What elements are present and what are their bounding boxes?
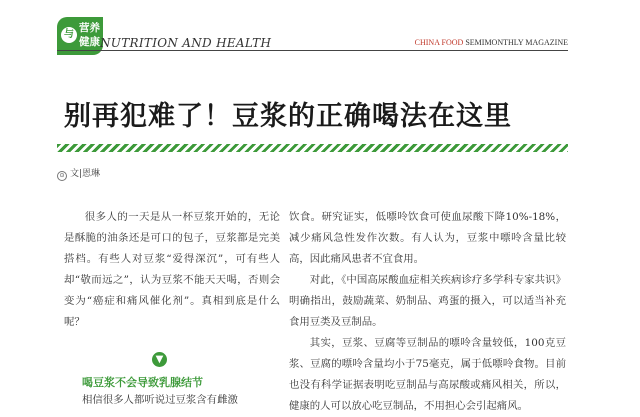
section-badge-text: 营养健康 bbox=[79, 22, 100, 48]
section-paragraph-start: 相信很多人都听说过豆浆含有雌激 bbox=[82, 394, 238, 406]
article-column-2 bbox=[289, 207, 566, 417]
paragraph: 饮食。研究证实，低嘌呤饮食可使血尿酸下降10%-18%，减少痛风急性发作次数。有人认为，豆浆中嘌呤含量比较高，因此痛风患者不宜食用。 bbox=[289, 211, 566, 265]
paragraph: 对此，《中国高尿酸血症相关疾病诊疗多学科专家共识》明确指出，鼓励蔬菜、奶制品、鸡蛋的摄入，可以适当补充食用豆类及豆制品。 bbox=[289, 274, 566, 328]
magazine-name bbox=[415, 38, 568, 47]
arrow-down-icon: ▼ bbox=[152, 352, 167, 367]
intro-paragraph: 很多人的一天是从一杯豆浆开始的，无论是酥脆的油条还是可口的包子，豆浆都是完美搭档。有些人对豆浆“爱得深沉”，可有些人却“敬而远之”，认为豆浆不能天天喝，否则会变为“癌症和痛风催化剂”。真相到底是什么呢？ bbox=[64, 211, 280, 328]
author-name: 文|恩琳 bbox=[70, 169, 101, 179]
author-line bbox=[57, 166, 100, 181]
magazine-subtitle: SEMIMONTHLY MAGAZINE bbox=[463, 38, 568, 47]
author-icon: ⊙ bbox=[57, 171, 67, 181]
article-title: 别再犯难了！豆浆的正确喝法在这里 bbox=[64, 101, 512, 132]
header-rule bbox=[57, 50, 568, 51]
section-subheading: 喝豆浆不会导致乳腺结节 bbox=[82, 376, 203, 389]
magazine-brand: CHINA FOOD bbox=[414, 38, 464, 47]
title-stripe bbox=[57, 144, 568, 152]
column-name: NUTRITION AND HEALTH bbox=[100, 36, 272, 50]
paragraph: 其实，豆浆、豆腐等豆制品的嘌呤含量较低，100克豆浆、豆腐的嘌呤含量均小于75毫克，属于低嘌呤食物。目前也没有科学证据表明吃豆制品与高尿酸或痛风相关，所以，健康的人可以放心吃豆制品，不用担心会引起痛风。 bbox=[289, 337, 566, 412]
section-badge-icon: 与 bbox=[61, 27, 77, 43]
article-column-1 bbox=[64, 207, 280, 333]
